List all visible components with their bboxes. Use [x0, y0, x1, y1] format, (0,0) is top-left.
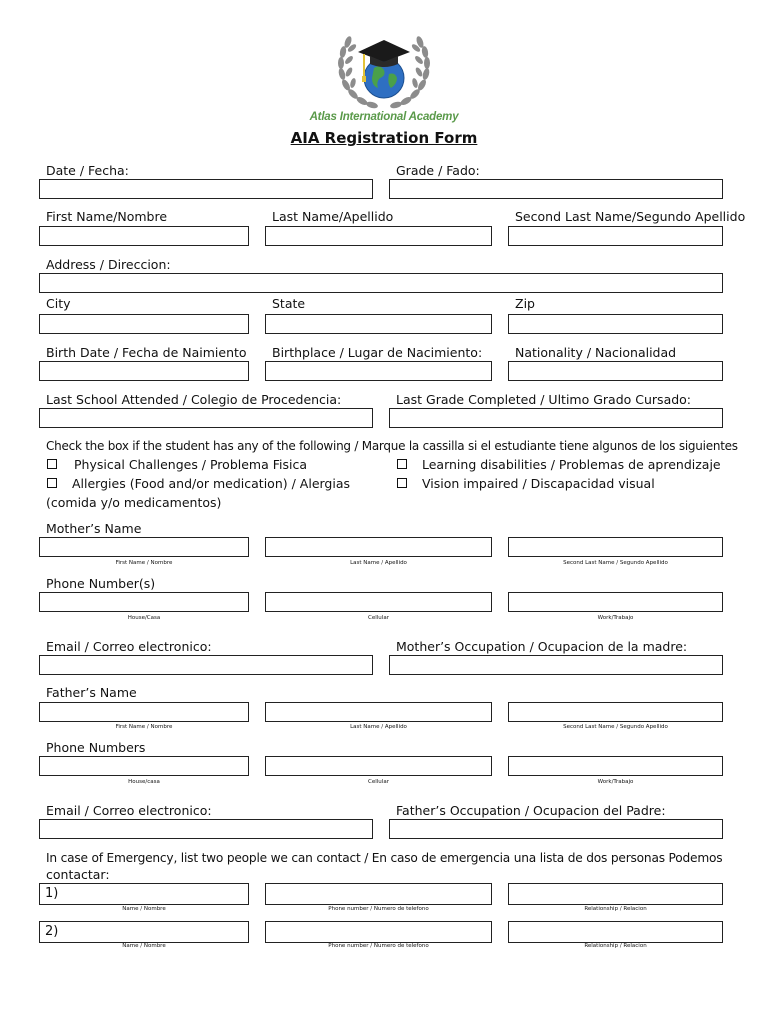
- mother-house-caption: House/Casa: [127, 615, 161, 621]
- father-phone-label: Phone Numbers: [46, 740, 146, 755]
- father-first-name-field[interactable]: [39, 702, 249, 722]
- second-last-name-label: Second Last Name/Segundo Apellido: [515, 209, 746, 224]
- graduation-globe-icon: [334, 30, 434, 114]
- mother-occupation-label: Mother’s Occupation / Ocupacion de la madre:: [396, 639, 688, 654]
- school-name: Atlas International Academy: [309, 111, 459, 123]
- first-name-field[interactable]: [39, 226, 249, 246]
- mother-work-caption: Work/Trabajo: [597, 615, 634, 621]
- physical-challenges-label: Physical Challenges / Problema Fisica: [74, 457, 307, 472]
- father-occupation-label: Father’s Occupation / Ocupacion del Padre:: [396, 803, 666, 818]
- father-cell-caption: Cellular: [368, 779, 389, 785]
- last-name-field[interactable]: [265, 226, 492, 246]
- emergency-instruction: In case of Emergency, list two people we can contact / En caso de emergencia una lista de dos personas Podemos: [46, 851, 723, 865]
- address-label: Address / Direccion:: [46, 257, 171, 272]
- mother-first-name-caption: First Name / Nombre: [115, 560, 173, 566]
- emergency-instruction-continued: contactar:: [46, 867, 110, 882]
- grade-field[interactable]: [389, 179, 723, 199]
- father-name-label: Father’s Name: [46, 685, 137, 700]
- emergency-1-name-field[interactable]: [39, 883, 249, 905]
- father-work-caption: Work/Trabajo: [597, 779, 634, 785]
- grade-label: Grade / Fado:: [396, 163, 480, 178]
- father-last-name-caption: Last Name / Apellido: [350, 724, 407, 730]
- emergency-1-phone-caption: Phone number / Numero de telefono: [328, 906, 429, 912]
- birthplace-label: Birthplace / Lugar de Nacimiento:: [272, 345, 483, 360]
- learning-disabilities-label: Learning disabilities / Problemas de aprendizaje: [422, 457, 721, 472]
- father-second-last-name-caption: Second Last Name / Segundo Apellido: [563, 724, 668, 730]
- father-work-phone-field[interactable]: [508, 756, 723, 776]
- father-house-caption: House/casa: [128, 779, 160, 785]
- last-grade-field[interactable]: [389, 408, 723, 428]
- father-house-phone-field[interactable]: [39, 756, 249, 776]
- mother-name-label: Mother’s Name: [46, 521, 142, 536]
- nationality-field[interactable]: [508, 361, 723, 381]
- zip-label: Zip: [515, 296, 535, 311]
- father-email-label: Email / Correo electronico:: [46, 803, 212, 818]
- mother-first-name-field[interactable]: [39, 537, 249, 557]
- father-second-last-name-field[interactable]: [508, 702, 723, 722]
- mother-work-phone-field[interactable]: [508, 592, 723, 612]
- mother-email-label: Email / Correo electronico:: [46, 639, 212, 654]
- birth-date-label: Birth Date / Fecha de Naimiento: [46, 345, 247, 360]
- birthplace-field[interactable]: [265, 361, 492, 381]
- vision-impaired-checkbox[interactable]: [397, 478, 407, 488]
- city-field[interactable]: [39, 314, 249, 334]
- father-last-name-field[interactable]: [265, 702, 492, 722]
- mother-email-field[interactable]: [39, 655, 373, 675]
- mother-cell-caption: Cellular: [368, 615, 389, 621]
- allergies-label-continued: (comida y/o medicamentos): [46, 495, 222, 510]
- mother-house-phone-field[interactable]: [39, 592, 249, 612]
- father-occupation-field[interactable]: [389, 819, 723, 839]
- city-label: City: [46, 296, 71, 311]
- emergency-2-relationship-caption: Relationship / Relacion: [584, 943, 647, 949]
- father-cell-phone-field[interactable]: [265, 756, 492, 776]
- emergency-2-name-field[interactable]: [39, 921, 249, 943]
- father-first-name-caption: First Name / Nombre: [115, 724, 173, 730]
- mother-occupation-field[interactable]: [389, 655, 723, 675]
- emergency-1-relationship-caption: Relationship / Relacion: [584, 906, 647, 912]
- vision-impaired-label: Vision impaired / Discapacidad visual: [422, 476, 655, 491]
- date-label: Date / Fecha:: [46, 163, 129, 178]
- last-school-field[interactable]: [39, 408, 373, 428]
- first-name-label: First Name/Nombre: [46, 209, 168, 224]
- address-field[interactable]: [39, 273, 723, 293]
- emergency-1-name-caption: Name / Nombre: [122, 906, 166, 912]
- mother-phone-label: Phone Number(s): [46, 576, 156, 591]
- mother-second-last-name-caption: Second Last Name / Segundo Apellido: [563, 560, 668, 566]
- mother-last-name-caption: Last Name / Apellido: [350, 560, 407, 566]
- second-last-name-field[interactable]: [508, 226, 723, 246]
- emergency-1-phone-field[interactable]: [265, 883, 492, 905]
- emergency-2-phone-field[interactable]: [265, 921, 492, 943]
- father-email-field[interactable]: [39, 819, 373, 839]
- emergency-1-relationship-field[interactable]: [508, 883, 723, 905]
- last-school-label: Last School Attended / Colegio de Procedencia:: [46, 392, 342, 407]
- last-name-label: Last Name/Apellido: [272, 209, 394, 224]
- mother-last-name-field[interactable]: [265, 537, 492, 557]
- emergency-2-number: 2): [45, 924, 59, 939]
- allergies-label: Allergies (Food and/or medication) / Alergias: [72, 476, 351, 491]
- emergency-2-name-caption: Name / Nombre: [122, 943, 166, 949]
- state-label: State: [272, 296, 306, 311]
- conditions-instruction: Check the box if the student has any of the following / Marque la cassilla si el estudiante tiene algunos de los siguientes: [46, 439, 738, 453]
- physical-challenges-checkbox[interactable]: [47, 459, 57, 469]
- mother-second-last-name-field[interactable]: [508, 537, 723, 557]
- form-title: AIA Registration Form: [290, 129, 478, 147]
- nationality-label: Nationality / Nacionalidad: [515, 345, 677, 360]
- mother-cell-phone-field[interactable]: [265, 592, 492, 612]
- birth-date-field[interactable]: [39, 361, 249, 381]
- date-field[interactable]: [39, 179, 373, 199]
- learning-disabilities-checkbox[interactable]: [397, 459, 407, 469]
- emergency-2-phone-caption: Phone number / Numero de telefono: [328, 943, 429, 949]
- emergency-1-number: 1): [45, 886, 59, 901]
- state-field[interactable]: [265, 314, 492, 334]
- emergency-2-relationship-field[interactable]: [508, 921, 723, 943]
- last-grade-label: Last Grade Completed / Ultimo Grado Cursado:: [396, 392, 692, 407]
- allergies-checkbox[interactable]: [47, 478, 57, 488]
- zip-field[interactable]: [508, 314, 723, 334]
- school-logo: [334, 30, 434, 114]
